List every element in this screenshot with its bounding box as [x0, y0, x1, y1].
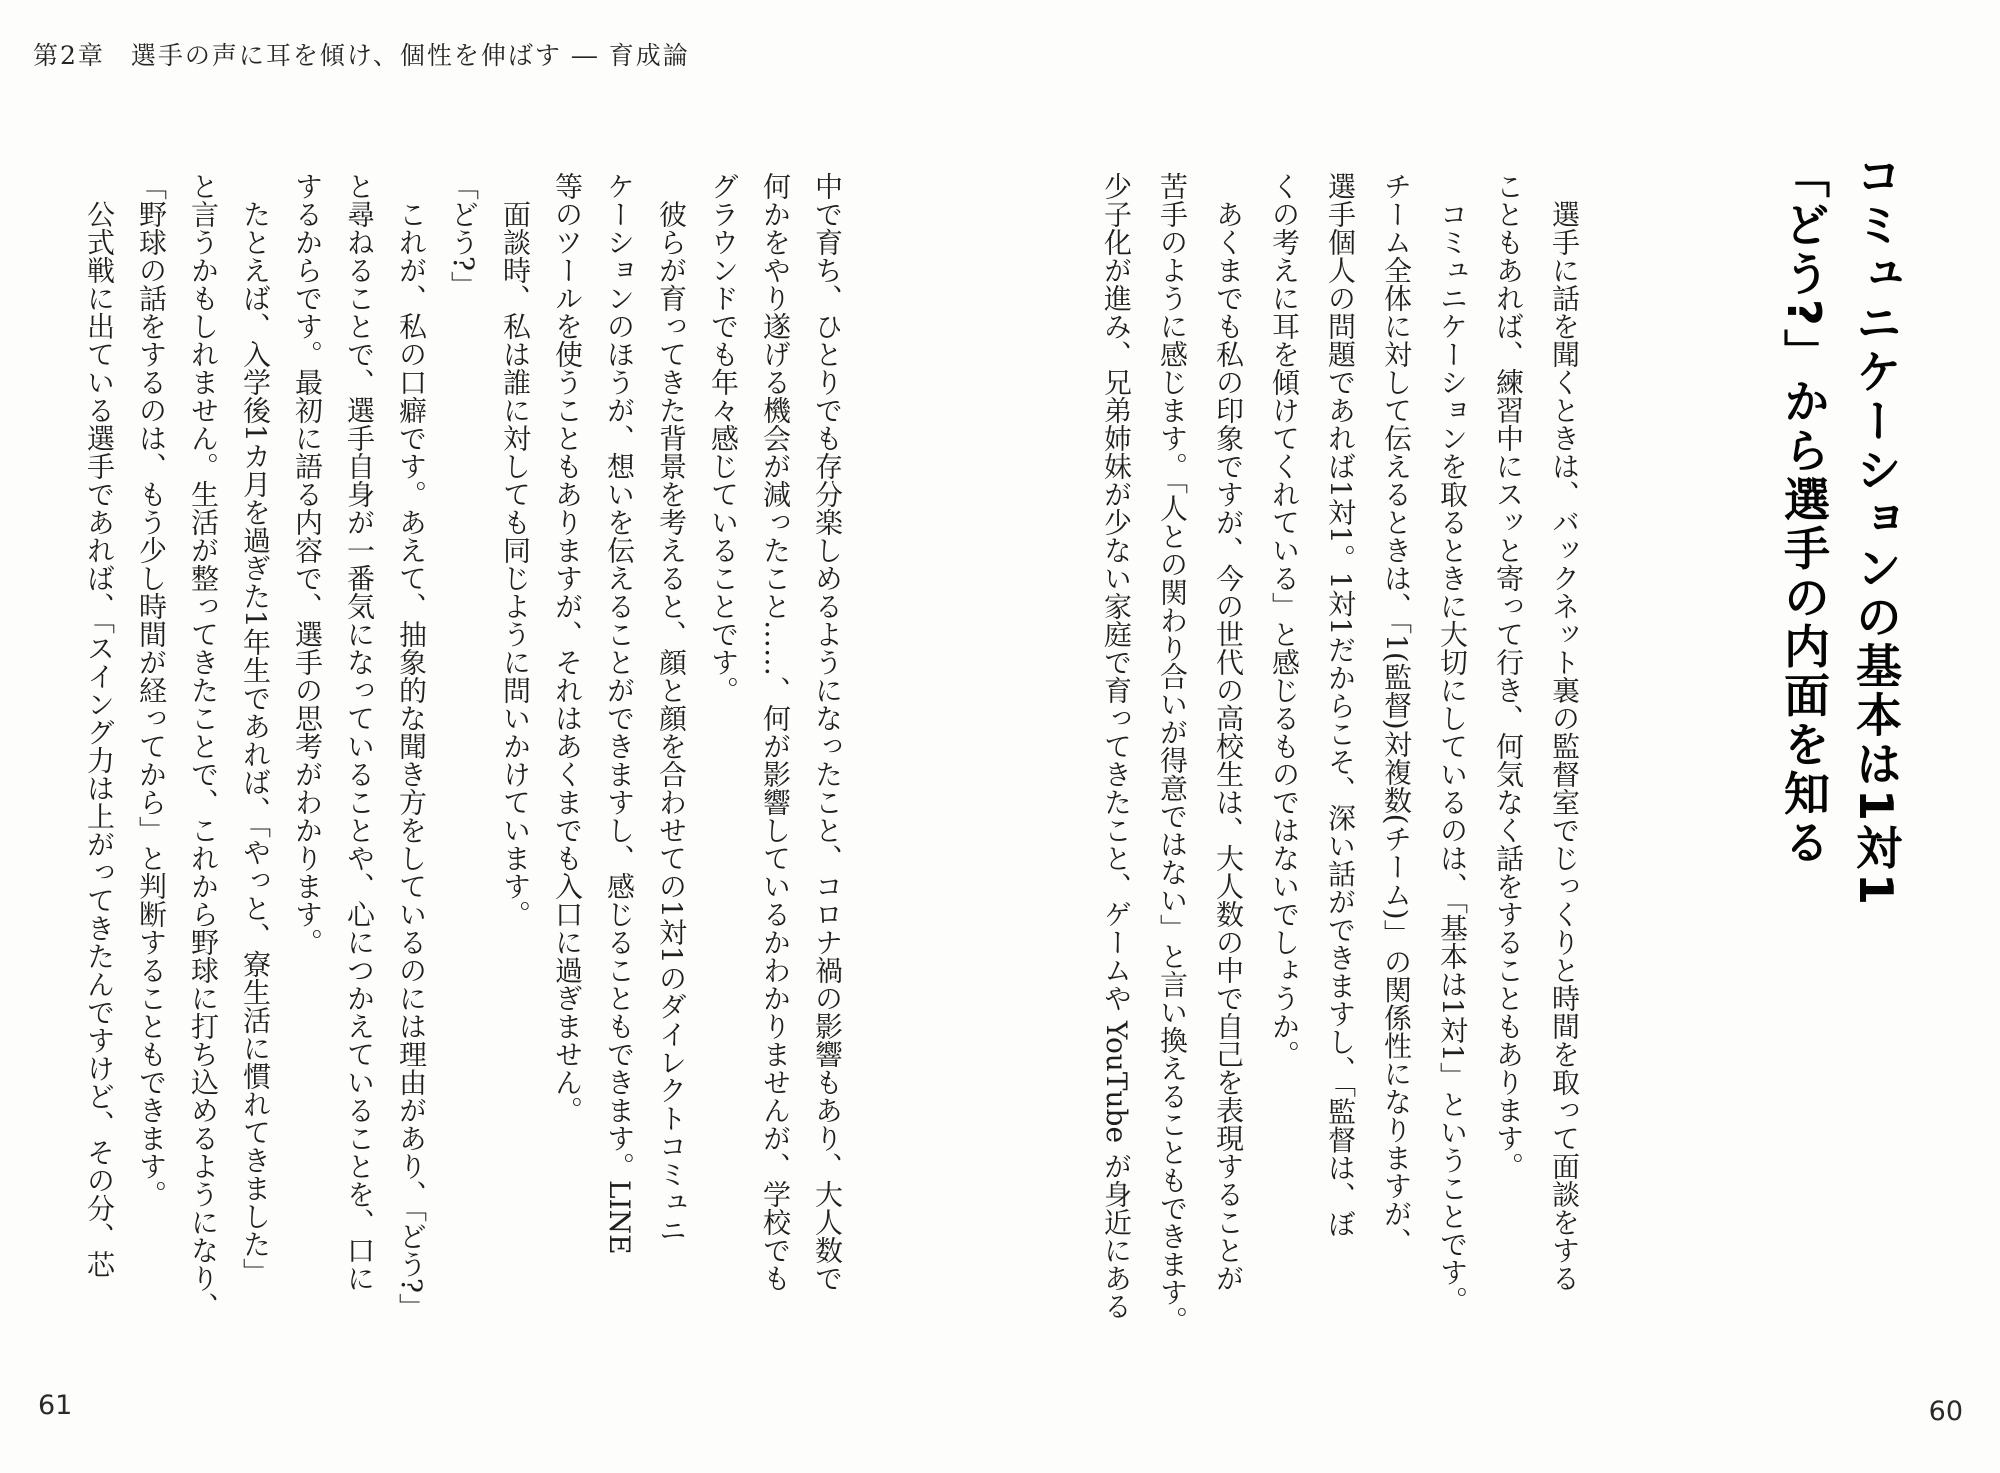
text-column: 面談時、私は誰に対しても同じように問いかけています。 [499, 200, 532, 928]
right-page-text [1088, 172, 1592, 1352]
section-headline [1768, 152, 1912, 962]
text-column: こともあれば、練習中にスッと寄って行き、何気なく話をすることもあります。 [1492, 172, 1525, 1180]
text-column: 公式戦に出ている選手であれば、「スイング力は上がってきたんですけど、その分、芯 [83, 200, 116, 1278]
text-column: 選手に話を聞くときは、バックネット裏の監督室でじっくりと時間を取って面談をする [1548, 200, 1581, 1292]
text-column: 彼らが育ってきた背景を考えると、顔と顔を合わせての1対1のダイレクトコミュニ [655, 200, 688, 1244]
text-column: するからです。最初に語る内容で、選手の思考がわかります。 [291, 172, 324, 956]
text-column: コミュニケーションを取るときに大切にしているのは、「基本は1対1」ということです。 [1436, 200, 1469, 1314]
text-column: 等のツールを使うこともありますが、それはあくまでも入口に過ぎません。 [551, 172, 584, 1124]
text-column: 苦手のように感じます。「人との関わり合いが得意ではない」と言い換えることもできます。 [1156, 172, 1189, 1334]
chapter-title: 選手の声に耳を傾け、個性を伸ばす ― 育成論 [130, 41, 690, 70]
text-column: 少子化が進み、兄弟姉妹が少ない家庭で育ってきたこと、ゲームや YouTube が身近にある [1100, 172, 1133, 1320]
text-column: あくまでも私の印象ですが、今の世代の高校生は、大人数の中で自己を表現することが [1212, 200, 1245, 1292]
left-page-text [73, 172, 853, 1352]
text-column: 「どう?」 [447, 172, 480, 300]
text-column: たとえば、入学後1カ月を過ぎた1年生であれば、「やっと、寮生活に慣れてきました」 [239, 200, 272, 1286]
text-column: これが、私の口癖です。あえて、抽象的な聞き方をしているのには理由があり、「どう?」 [395, 200, 428, 1322]
text-column: ケーションのほうが、想いを伝えることができますし、感じることもできます。LINE [603, 172, 636, 1255]
page-number-right: 60 [1928, 1396, 1963, 1427]
text-column: チーム全体に対して伝えるときは、「1(監督)対複数(チーム)」の関係性になりますが、 [1380, 172, 1413, 1256]
text-column: グラウンドでも年々感じていることです。 [707, 172, 740, 704]
headline-line-2: 「どう?」から選手の内面を知る [1777, 152, 1831, 868]
chapter-label: 第2章 [33, 41, 105, 70]
text-column: 中で育ち、ひとりでも存分楽しめるようになったこと、コロナ禍の影響もあり、大人数で [811, 172, 844, 1292]
text-column: くの考えに耳を傾けてくれている」と感じるものではないでしょうか。 [1268, 172, 1301, 1068]
page-number-left: 61 [38, 1390, 73, 1421]
headline-line-1: コミュニケーションの基本は1対1 [1849, 152, 1903, 909]
chapter-header [33, 36, 690, 72]
text-column: 「野球の話をするのは、もう少し時間が経ってから」と判断することもできます。 [135, 172, 168, 1208]
text-column: 選手個人の問題であれば1対1。1対1だからこそ、深い話ができますし、「監督は、ぼ [1324, 172, 1357, 1238]
text-column: と言うかもしれません。生活が整ってきたことで、これから野球に打ち込めるようになり、 [187, 172, 220, 1320]
text-column: 何かをやり遂げる機会が減ったこと……、何が影響しているかわかりませんが、学校でも [759, 172, 792, 1292]
text-column: と尋ねることで、選手自身が一番気になっていることや、心につかえていることを、口に [343, 172, 376, 1292]
